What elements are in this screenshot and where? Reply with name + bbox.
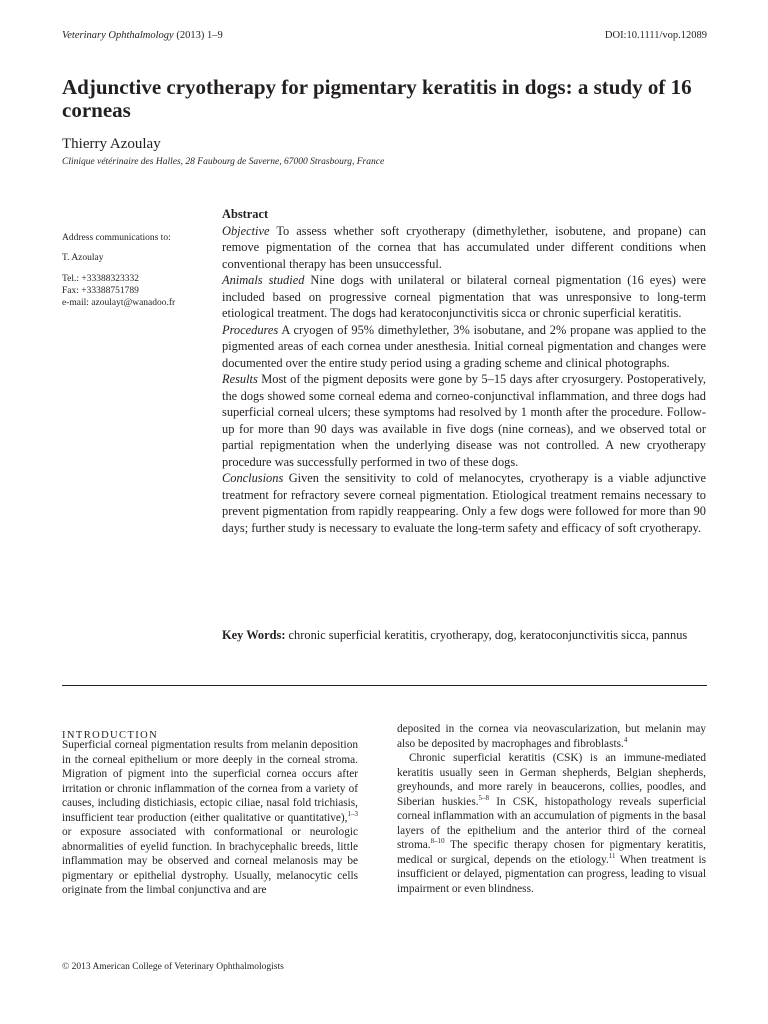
intro-text-1c: deposited in the cornea via neovascularization, but melanin may also be deposited by macrophages and fibroblasts. bbox=[397, 723, 706, 750]
intro-text-1b: or exposure associated with conformational or neurologic abnormalities of eyelid function. In brachycephalic breeds, little inflammation may be observed and corneal melanosis may be pigmentary or epithelial dystrophy. Usually, melanocytic cells originate from the limbal conjunctiva and are bbox=[62, 826, 358, 896]
intro-text-2c: The specific therapy chosen for pigmentary keratitis, medical or surgical, depends on the etiology. bbox=[397, 839, 706, 866]
address-tel: Tel.: +33388323332 bbox=[62, 273, 139, 284]
abstract-procedures bbox=[222, 322, 706, 372]
results-text: Most of the pigment deposits were gone by 5–15 days after cryosurgery. Postoperatively, the dogs showed some corneal edema and corneo-conjunctival inflammation, and three dogs had superficial corneal ulcers; these symptoms had resolved by 1 month after the procedure. Follow-up for more than 90 days was available in five dogs (nine corneas), and we observed total or partial repigmentation when the underlying disease was not controlled. A new cryotherapy procedure was successfully performed in two of these dogs. bbox=[222, 372, 706, 469]
intro-text-2d: When treatment is insufficient or delayed, pigmentation can progress, leading to visual impairment or even blindness. bbox=[397, 853, 706, 895]
citation: (2013) 1–9 bbox=[173, 30, 223, 41]
objective-text: To assess whether soft cryotherapy (dimethylether, isobutene, and propane) can remove pigmentation of the cornea that has accumulated under different conditions when conventional therapy has been unsuccessful. bbox=[222, 223, 706, 271]
address-email[interactable]: e-mail: azoulayt@wanadoo.fr bbox=[62, 298, 176, 309]
abstract bbox=[222, 206, 706, 536]
ref-8-10[interactable]: 8–10 bbox=[430, 837, 445, 846]
address-name: T. Azoulay bbox=[62, 253, 104, 264]
author-name: Thierry Azoulay bbox=[62, 136, 161, 152]
author-affiliation: Clinique vétérinaire des Halles, 28 Faubourg de Saverne, 67000 Strasbourg, France bbox=[62, 157, 385, 167]
correspondence-address bbox=[62, 232, 222, 309]
journal-citation bbox=[62, 30, 223, 41]
copyright-notice: © 2013 American College of Veterinary Ophthalmologists bbox=[62, 962, 284, 972]
intro-paragraph-1 bbox=[62, 738, 358, 898]
body-column-right bbox=[397, 722, 706, 896]
section-divider bbox=[62, 685, 707, 686]
ref-1-3[interactable]: 1–3 bbox=[347, 809, 358, 818]
intro-text-1a: Superficial corneal pigmentation results from melanin deposition in the corneal epithelium or more deeply in the corneal stroma. Migration of pigment into the superficial cornea occurs after irritation or chronic inflammation of the cornea from a variety of causes, including distichiasis, ectopic ciliae, nasal fold trichiasis, insufficient tear production (either qualitative or quantitative), bbox=[62, 739, 358, 824]
journal-name: Veterinary Ophthalmology bbox=[62, 30, 174, 41]
abstract-conclusions bbox=[222, 470, 706, 536]
abstract-results bbox=[222, 371, 706, 470]
ref-11[interactable]: 11 bbox=[608, 851, 616, 860]
intro-paragraph-1-cont bbox=[397, 722, 706, 751]
ref-5-8[interactable]: 5–8 bbox=[478, 793, 490, 802]
conclusions-label: Conclusions bbox=[222, 471, 284, 485]
abstract-animals bbox=[222, 272, 706, 322]
doi: DOI:10.1111/vop.12089 bbox=[604, 30, 707, 41]
abstract-objective bbox=[222, 223, 706, 273]
keywords-label: Key Words: bbox=[222, 628, 286, 642]
body-column-left bbox=[62, 738, 358, 898]
animals-text: Nine dogs with unilateral or bilateral corneal pigmentation (16 eyes) were included based on progressive corneal pigmentation that was unresponsive to long-term etiological treatment. The dogs had keratoconjunctivitis sicca or chronic superficial keratitis. bbox=[222, 273, 706, 320]
intro-text-2b: In CSK, histopathology reveals superficial corneal inflammation with an accumulation of pigments in the basal layers of the epithelium and the anterior third of the corneal stroma. bbox=[397, 795, 706, 851]
results-label: Results bbox=[222, 372, 258, 386]
article-title: Adjunctive cryotherapy for pigmentary keratitis in dogs: a study of 16 corneas bbox=[62, 75, 692, 122]
conclusions-text: Given the sensitivity to cold of melanocytes, cryotherapy is a viable adjunctive treatment for refractory severe corneal pigmentation. Etiological treatment remains necessary to prevent pigmentation from rapidly reappearing. Only a few dogs were followed for more than 90 days; further study is necessary to evaluate the long-term safety and efficacy of soft cryotherapy. bbox=[222, 471, 706, 535]
running-header bbox=[62, 30, 707, 41]
keywords-text: chronic superficial keratitis, cryotherapy, dog, keratoconjunctivitis sicca, pannus bbox=[285, 628, 688, 642]
objective-label: Objective bbox=[222, 223, 270, 238]
ref-4[interactable]: 4 bbox=[623, 735, 628, 744]
keywords bbox=[222, 627, 706, 644]
procedures-text: A cryogen of 95% dimethylether, 3% isobutane, and 2% propane was applied to the pigmented areas of each cornea under anesthesia. Initial corneal pigmentation and changes were documented over the entire study period using a grading scheme and clinical photographs. bbox=[222, 322, 706, 370]
address-fax: Fax: +33388751789 bbox=[62, 285, 139, 296]
intro-paragraph-2 bbox=[397, 751, 706, 896]
intro-text-2a: Chronic superficial keratitis (CSK) is an immune-mediated keratitis usually seen in German shepherds, Belgian shepherds, greyhounds, and more rarely in beaucerons, collies, poodles, and Siberian huskies. bbox=[397, 752, 706, 808]
address-label: Address communications to: bbox=[62, 233, 171, 243]
animals-label: Animals studied bbox=[222, 273, 305, 287]
introduction-heading: INTRODUCTION bbox=[62, 730, 159, 741]
abstract-heading: Abstract bbox=[222, 207, 269, 221]
procedures-label: Procedures bbox=[222, 322, 279, 337]
